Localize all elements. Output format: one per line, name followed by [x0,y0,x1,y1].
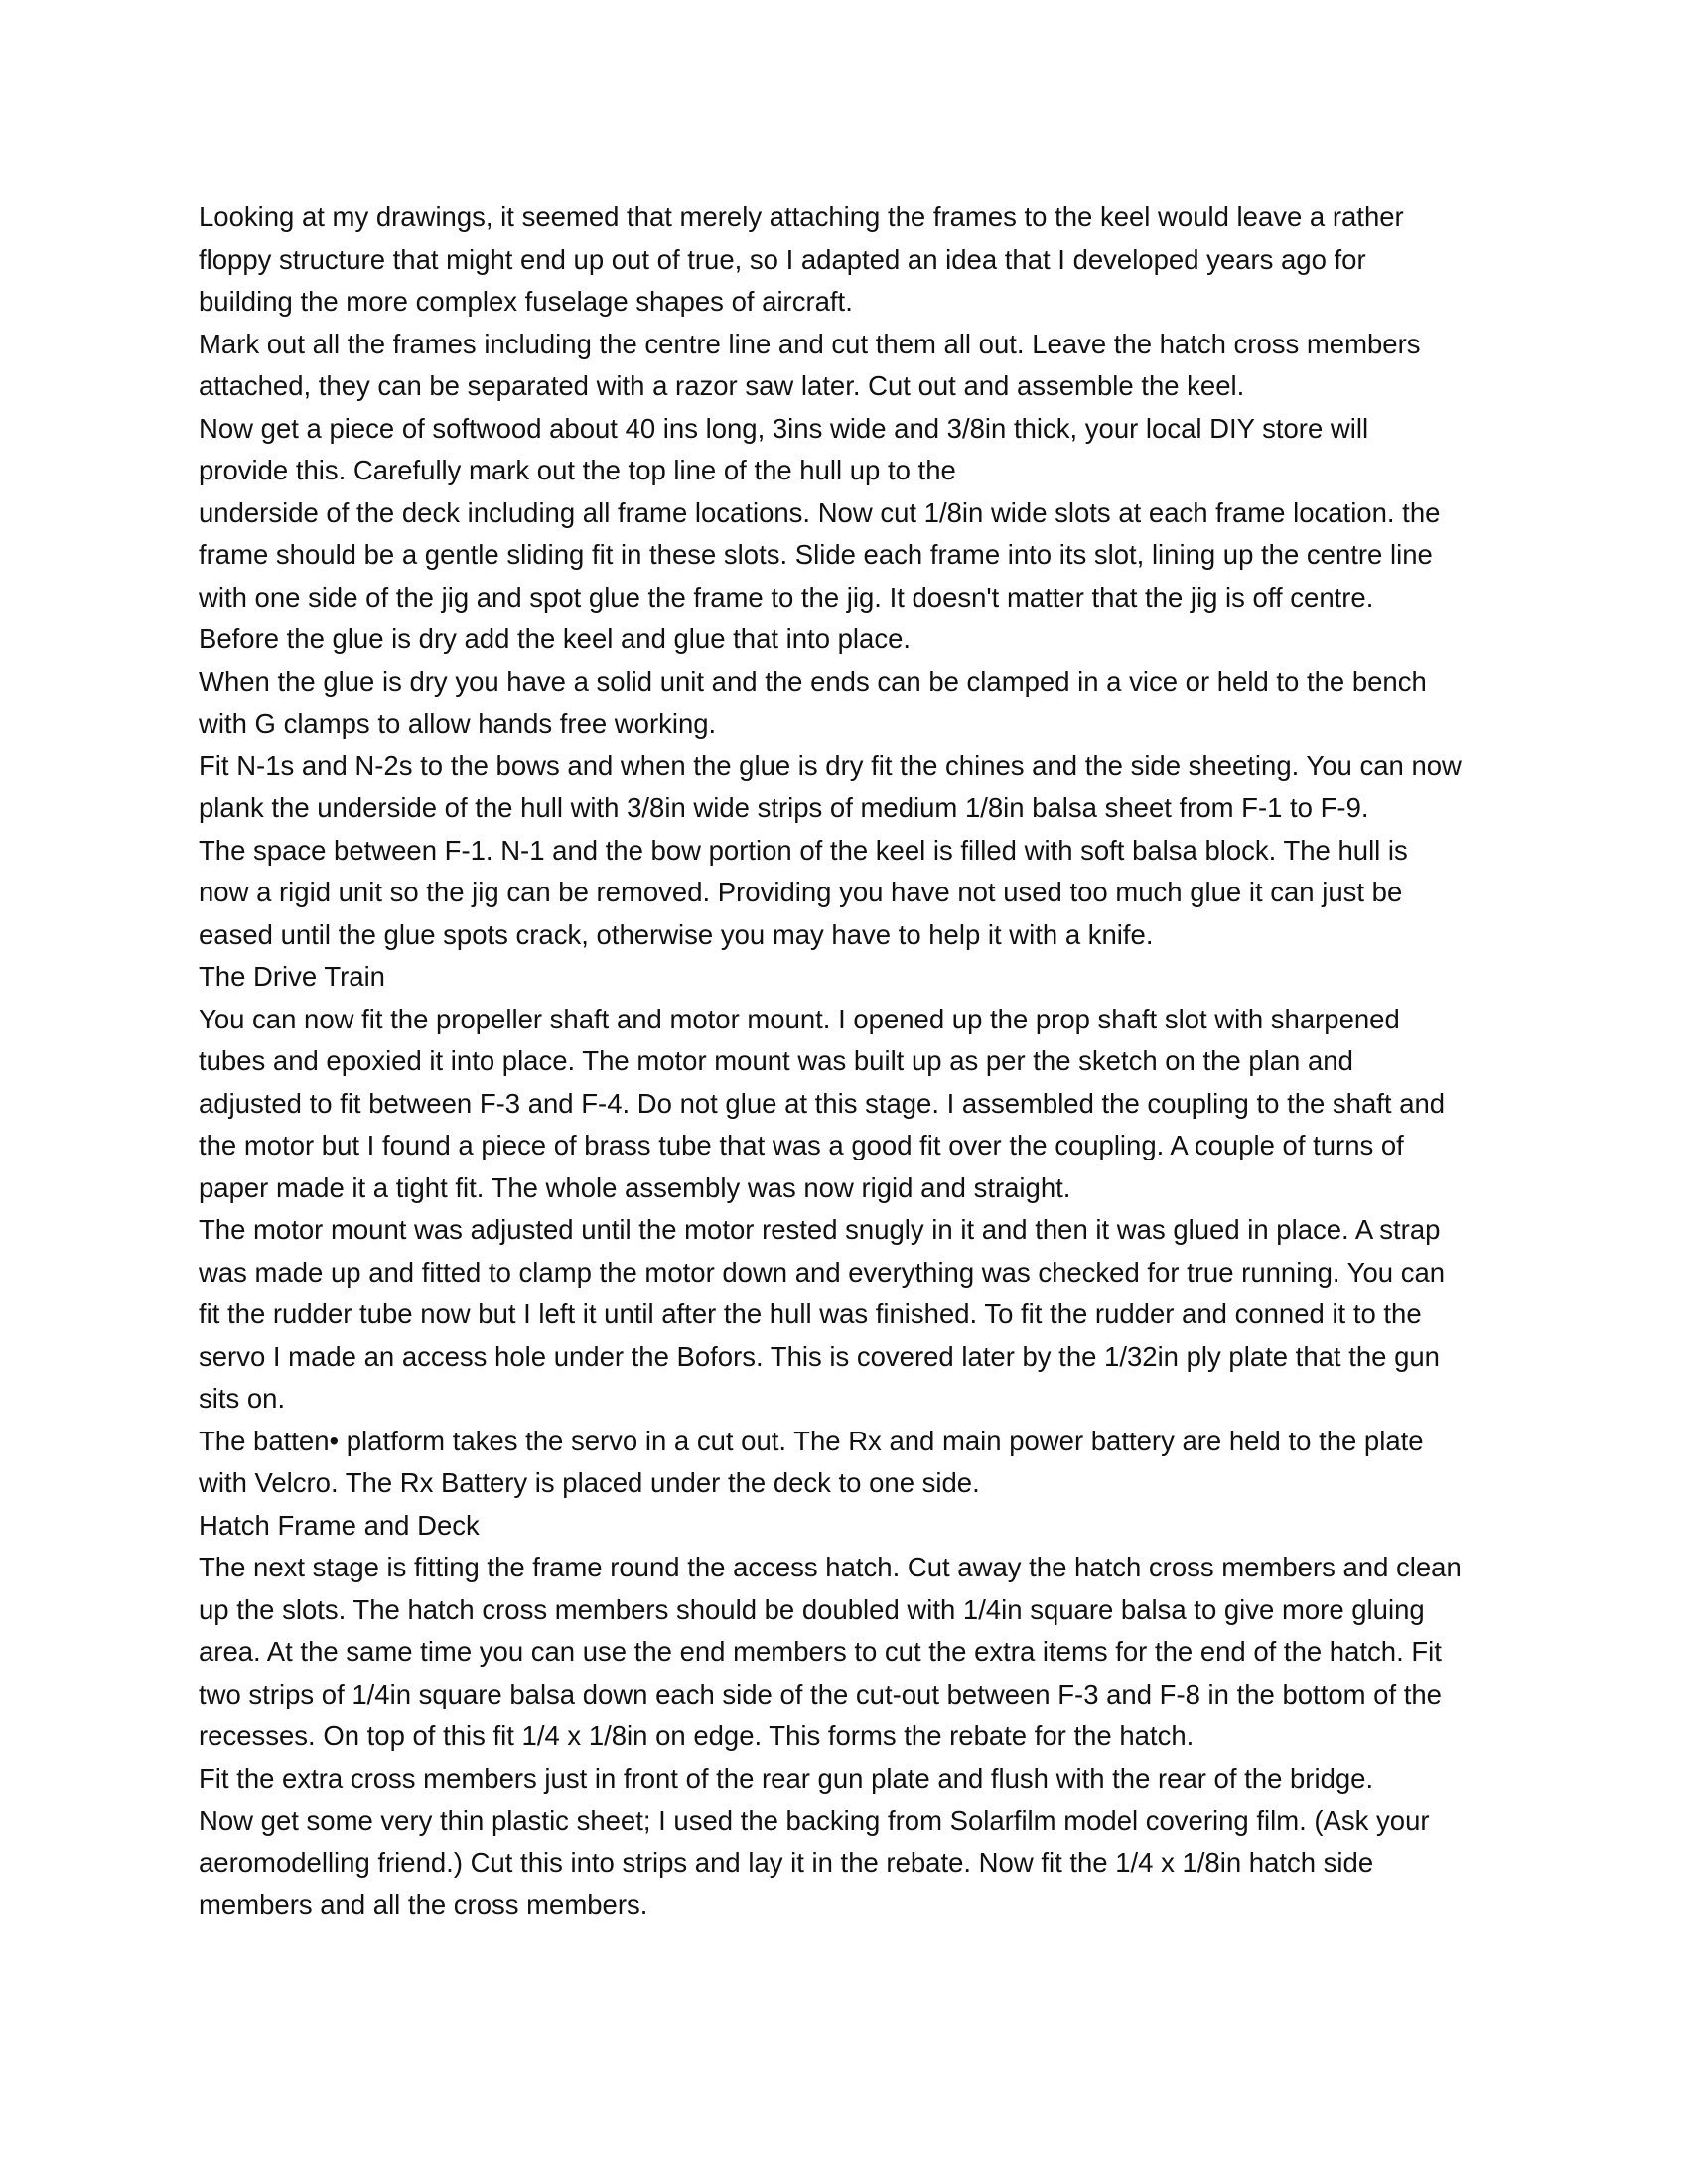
text-line: building the more complex fuselage shapes of aircraft. [199,286,853,317]
text-line: with one side of the jig and spot glue the frame to the jig. It doesn't matter that the jig is off centre. [199,581,1374,613]
text-line: Looking at my drawings, it seemed that merely attaching the frames to the keel would leave a rather [199,202,1404,232]
text-line: provide this. Carefully mark out the top line of the hull up to the [199,455,956,485]
text-line: up the slots. The hatch cross members should be doubled with 1/4in square balsa to give more gluing [199,1593,1425,1625]
section-heading: Hatch Frame and Deck [199,1509,480,1541]
text-line: underside of the deck including all frame locations. Now cut 1/8in wide slots at each frame location. the [199,496,1441,528]
text-line: now a rigid unit so the jig can be removed. Providing you have not used too much glue it can just be [199,877,1403,907]
text-line: Now get some very thin plastic sheet; I used the backing from Solarfilm model covering film. (Ask your [199,1805,1430,1836]
text-line: The motor mount was adjusted until the motor rested snugly in it and then it was glued in place. A strap [199,1214,1441,1245]
text-line: two strips of 1/4in square balsa down each side of the cut-out between F-3 and F-8 in the bottom of the [199,1678,1442,1709]
text-line: tubes and epoxied it into place. The motor mount was built up as per the sketch on the plan and [199,1045,1353,1076]
text-line: fit the rudder tube now but I left it until after the hull was finished. To fit the rudder and conned it to the [199,1298,1422,1329]
text-line: paper made it a tight fit. The whole assembly was now rigid and straight. [199,1171,1071,1203]
text-line: The space between F-1. N-1 and the bow portion of the keel is filled with soft balsa block. The hull is [199,834,1408,866]
text-line: sits on. [199,1383,286,1414]
text-line: The batten• platform takes the servo in a cut out. The Rx and main power battery are held to the plate [199,1425,1424,1456]
text-line: Before the glue is dry add the keel and glue that into place. [199,623,912,654]
text-line: with Velcro. The Rx Battery is placed under the deck to one side. [199,1467,980,1498]
text-line: attached, they can be separated with a razor saw later. Cut out and assemble the keel. [199,370,1245,401]
text-line: You can now fit the propeller shaft and motor mount. I opened up the prop shaft slot with sharpened [199,1003,1400,1034]
text-line: frame should be a gentle sliding fit in these slots. Slide each frame into its slot, lining up the centre line [199,539,1433,570]
text-line: adjusted to fit between F-3 and F-4. Do not glue at this stage. I assembled the coupling to the shaft and [199,1087,1446,1119]
text-line: When the glue is dry you have a solid unit and the ends can be clamped in a vice or held to the bench [199,665,1427,697]
text-line: area. At the same time you can use the end members to cut the extra items for the end of the hatch. Fit [199,1636,1442,1667]
text-line: aeromodelling friend.) Cut this into strips and lay it in the rebate. Now fit the 1/4 x 1/8in hatch side [199,1846,1374,1878]
body-text [199,197,1509,1927]
text-line: was made up and fitted to clamp the motor down and everything was checked for true running. You can [199,1256,1446,1288]
text-line: members and all the cross members. [199,1889,648,1920]
text-line: Fit the extra cross members just in front of the rear gun plate and flush with the rear of the bridge. [199,1762,1374,1794]
text-line: The next stage is fitting the frame round the access hatch. Cut away the hatch cross members and clean [199,1552,1462,1582]
text-line: with G clamps to allow hands free working. [199,708,717,739]
text-line: Mark out all the frames including the centre line and cut them all out. Leave the hatch cross members [199,328,1421,359]
text-line: Fit N-1s and N-2s to the bows and when the glue is dry fit the chines and the side sheeting. You can now [199,750,1462,781]
text-line: the motor but I found a piece of brass tube that was a good fit over the coupling. A couple of turns of [199,1130,1404,1160]
section-heading: The Drive Train [199,961,385,992]
text-line: recesses. On top of this fit 1/4 x 1/8in on edge. This forms the rebate for the hatch. [199,1720,1195,1751]
text-line: eased until the glue spots crack, otherwise you may have to help it with a knife. [199,918,1154,950]
text-line: plank the underside of the hull with 3/8in wide strips of medium 1/8in balsa sheet from F-1 to F-9. [199,792,1369,823]
text-line: servo I made an access hole under the Bofors. This is covered later by the 1/32in ply plate that the gun [199,1340,1440,1372]
text-line: Now get a piece of softwood about 40 ins long, 3ins wide and 3/8in thick, your local DIY store will [199,412,1369,444]
text-line: floppy structure that might end up out of true, so I adapted an idea that I developed years ago for [199,243,1366,275]
